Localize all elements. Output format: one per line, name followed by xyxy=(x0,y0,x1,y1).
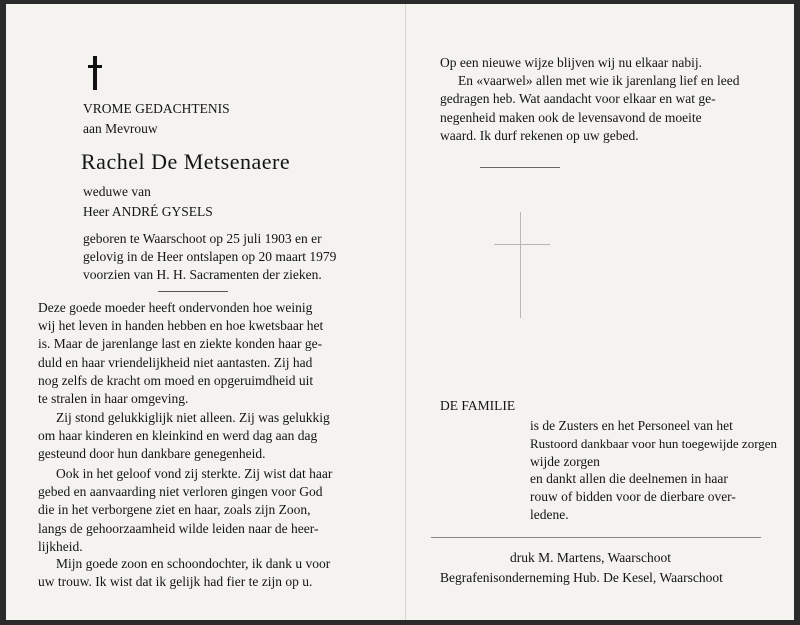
cross-icon xyxy=(88,56,102,90)
verse: Op een nieuwe wijze blijven wij nu elkaar nabij. En «vaarwel» allen met wie ik jarenlang lief en leed gedragen heb. Wat aandacht voor elkaar en wat ge- negenheid maken ook de levensavond de moeite waard. Ik durf rekenen op uw gebed. xyxy=(440,55,740,143)
biography xyxy=(83,230,354,285)
paragraph-1: Deze goede moeder heeft ondervonden hoe weinig wij het leven in handen hebben en hoe kwetsbaar het is. Maar de jarenlange last en ziekte konden haar ge- duld en haar vriendelijkheid niet aantasten. Zij had nog zelfs de kracht om moed en opgeruimdheid uit te stralen in haar omgeving. xyxy=(38,300,324,407)
divider xyxy=(158,291,228,292)
bio-line: gelovig in de Heer ontslapen op 20 maart 1979 xyxy=(83,249,337,265)
thanks-staff: is de Zusters en het Personeel van het Rustoord dankbaar voor hun toegewijde zorgen wijde zorgen xyxy=(530,418,778,470)
paragraph-4: Mijn goede zoon en schoondochter, ik dank u voor uw trouw. Ik wist dat ik gelijk had fier te zijn op u. xyxy=(38,556,331,590)
printer-credit: druk M. Martens, Waarschoot xyxy=(510,550,672,565)
divider xyxy=(431,537,761,538)
undertaker-credit: Begrafenisonderneming Hub. De Kesel, Waarschoot xyxy=(440,570,723,585)
faint-cross-icon xyxy=(520,212,521,318)
memorial-card xyxy=(6,4,794,620)
faint-cross-bar xyxy=(494,244,550,245)
paragraph-2: Zij stond gelukkiglijk niet alleen. Zij was gelukkig om haar kinderen en kleinkind en werd dag aan dag gesteund door hun dankbare genegenheid. xyxy=(38,410,330,462)
widow-label: weduwe van xyxy=(83,184,151,199)
divider xyxy=(480,167,560,168)
bio-line: voorzien van H. H. Sacramenten der zieken. xyxy=(83,267,322,283)
thanks-mourners: en dankt allen die deelnemen in haar rouw of bidden voor de dierbare over- ledene. xyxy=(530,471,736,523)
paragraph-3: Ook in het geloof vond zij sterkte. Zij wist dat haar gebed en aanvaarding niet verloren gingen voor God die in het verborgene ziet en haar, zoals zijn Zoon, langs de gehoorzaamheid wilde leiden naar de heer- lijkheid. xyxy=(38,466,333,554)
husband-name: Heer ANDRÉ GYSELS xyxy=(83,204,213,219)
addressee: aan Mevrouw xyxy=(83,121,158,136)
card-fold xyxy=(405,4,406,620)
bio-line: geboren te Waarschoot op 25 juli 1903 en er xyxy=(83,231,322,246)
deceased-name: Rachel De Metsenaere xyxy=(81,149,291,174)
heading: VROME GEDACHTENIS xyxy=(83,101,230,116)
family-label: DE FAMILIE xyxy=(440,398,516,413)
